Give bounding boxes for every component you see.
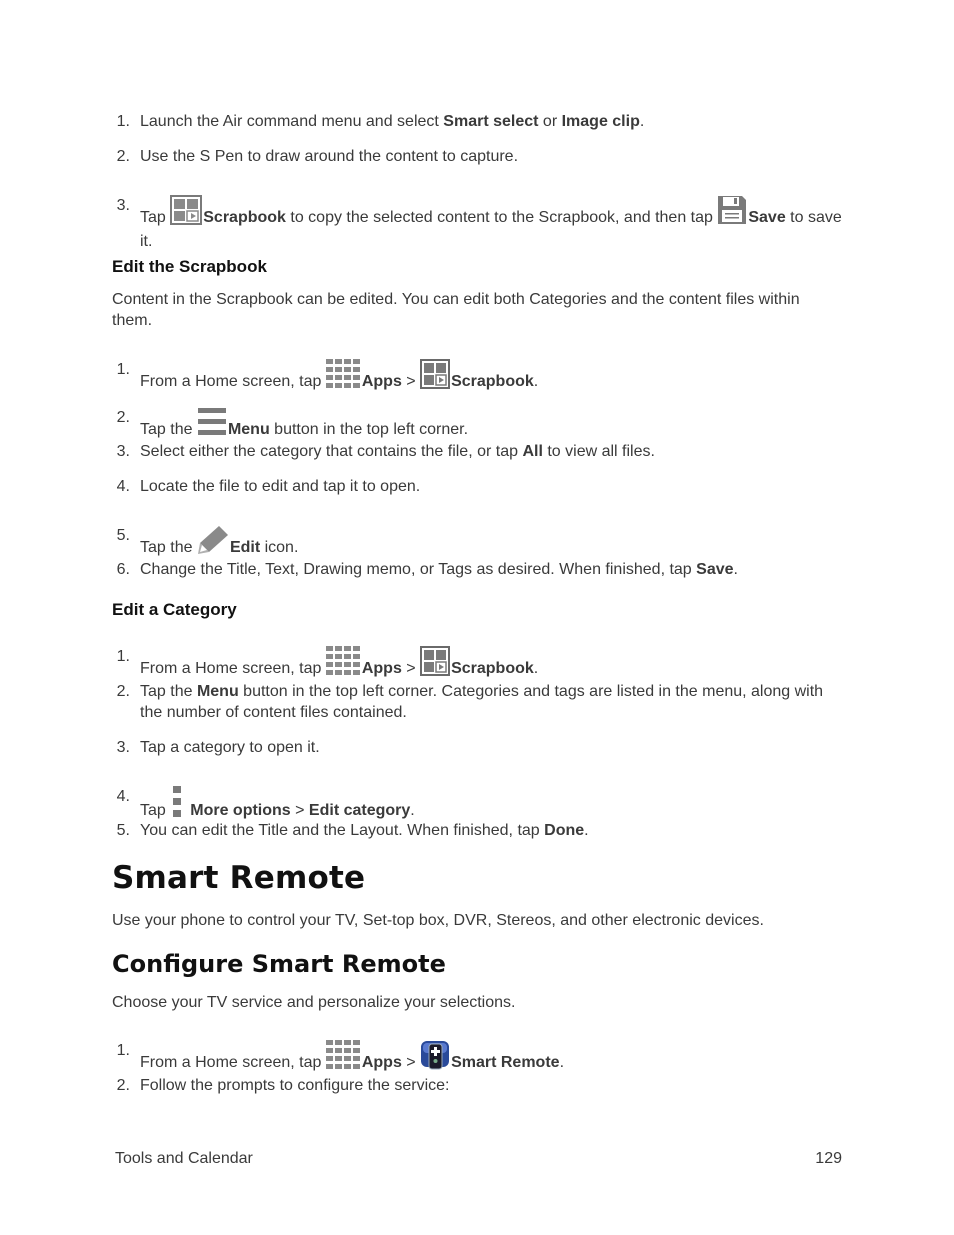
step-text: Locate the file to edit and tap it to open.	[140, 478, 421, 495]
step-number: 2.	[116, 1077, 130, 1094]
menu-label: Menu	[196, 683, 239, 700]
step-text: .	[584, 822, 589, 839]
step-text: Tap a category to open it.	[140, 739, 320, 756]
smart-remote-title: Smart Remote	[112, 860, 366, 896]
scrapbook-icon	[420, 359, 450, 395]
apps-label: Apps	[361, 660, 402, 677]
configure-intro: Choose your TV service and personalize your selections.	[112, 994, 516, 1011]
step-number: 2.	[116, 148, 130, 165]
smart-remote-label: Smart Remote	[451, 1054, 560, 1071]
step-text: Change the Title, Text, Drawing memo, or Tags as desired. When finished, tap	[140, 561, 697, 578]
step-text: .	[733, 561, 738, 578]
scrapbook-label: Scrapbook	[203, 209, 286, 226]
apps-icon	[326, 1040, 361, 1076]
step-number: 2.	[116, 683, 130, 700]
step-number: 3.	[116, 739, 130, 756]
step-number: 3.	[116, 443, 130, 460]
edit-label: Edit	[229, 539, 261, 556]
smart-select-label: Smart select	[443, 113, 539, 130]
step-text: From a Home screen, tap	[140, 1054, 326, 1071]
step-text: >	[401, 1054, 421, 1071]
step-number: 2.	[116, 409, 130, 426]
step-text: Tap	[140, 209, 171, 226]
edit-scrapbook-intro: Content in the Scrapbook can be edited. You can edit both Categories and the content files within them.	[112, 291, 800, 329]
step-number: 4.	[116, 788, 130, 805]
step-text: .	[410, 802, 415, 819]
all-label: All	[522, 443, 543, 460]
step-text: From a Home screen, tap	[140, 373, 326, 390]
step-text: Tap the	[140, 683, 197, 700]
step-text: .	[533, 660, 539, 677]
step-text: .	[559, 1054, 565, 1071]
step-number: 1.	[116, 113, 130, 130]
step-text: From a Home screen, tap	[140, 660, 326, 677]
menu-label: Menu	[227, 421, 270, 438]
step-text: to copy the selected content to the Scrapbook, and then tap	[285, 209, 718, 226]
edit-pencil-icon	[197, 525, 229, 561]
step-text: to view all files.	[542, 443, 655, 460]
step-text: >	[401, 373, 421, 390]
step-text: Tap	[140, 802, 171, 819]
step-text: Follow the prompts to configure the service:	[140, 1077, 450, 1094]
apps-label: Apps	[361, 373, 402, 390]
step-number: 6.	[116, 561, 130, 578]
footer-section: Tools and Calendar	[115, 1150, 253, 1167]
smart-remote-intro: Use your phone to control your TV, Set-top box, DVR, Stereos, and other electronic devices.	[112, 912, 764, 929]
edit-category-label: Edit category	[308, 802, 411, 819]
step-text: button in the top left corner.	[269, 421, 469, 438]
apps-icon	[326, 359, 361, 395]
step-number: 1.	[116, 361, 130, 378]
more-options-label: More options	[190, 802, 291, 819]
step-text: or	[538, 113, 562, 130]
done-label: Done	[544, 822, 585, 839]
page-number: 129	[815, 1150, 842, 1167]
step-text: .	[533, 373, 539, 390]
step-text: >	[290, 802, 309, 819]
step-text: .	[639, 113, 645, 130]
image-clip-label: Image clip	[561, 113, 640, 130]
scrapbook-icon	[170, 195, 202, 231]
scrapbook-label: Scrapbook	[451, 660, 534, 677]
menu-icon	[197, 407, 227, 443]
save-label: Save	[696, 561, 734, 578]
step-number: 4.	[116, 478, 130, 495]
step-text: Use the S Pen to draw around the content to capture.	[140, 148, 519, 165]
step-text: >	[401, 660, 421, 677]
step-number: 1.	[116, 1042, 130, 1059]
step-number: 1.	[116, 648, 130, 665]
apps-label: Apps	[361, 1054, 402, 1071]
step-text: Select either the category that contains the file, or tap	[140, 443, 523, 460]
scrapbook-icon	[420, 646, 450, 682]
scrapbook-label: Scrapbook	[451, 373, 534, 390]
save-label: Save	[748, 209, 786, 226]
step-text: Tap the	[140, 539, 197, 556]
step-text: Launch the Air command menu and select	[140, 113, 444, 130]
step-text: You can edit the Title and the Layout. When finished, tap	[140, 822, 545, 839]
edit-category-heading: Edit a Category	[112, 600, 237, 619]
more-options-icon	[172, 786, 182, 824]
step-text: Tap the	[140, 421, 197, 438]
edit-scrapbook-heading: Edit the Scrapbook	[112, 257, 267, 276]
step-text: to save it.	[140, 209, 842, 250]
apps-icon	[326, 646, 361, 682]
step-number: 5.	[116, 527, 130, 544]
smart-remote-icon	[420, 1040, 450, 1076]
step-number: 3.	[116, 197, 130, 214]
step-number: 5.	[116, 822, 130, 839]
step-text: button in the top left corner. Categories and tags are listed in the menu, along with the number of content files contained.	[140, 683, 824, 721]
configure-heading: Configure Smart Remote	[112, 950, 446, 978]
step-text: icon.	[260, 539, 299, 556]
save-icon	[717, 195, 747, 231]
